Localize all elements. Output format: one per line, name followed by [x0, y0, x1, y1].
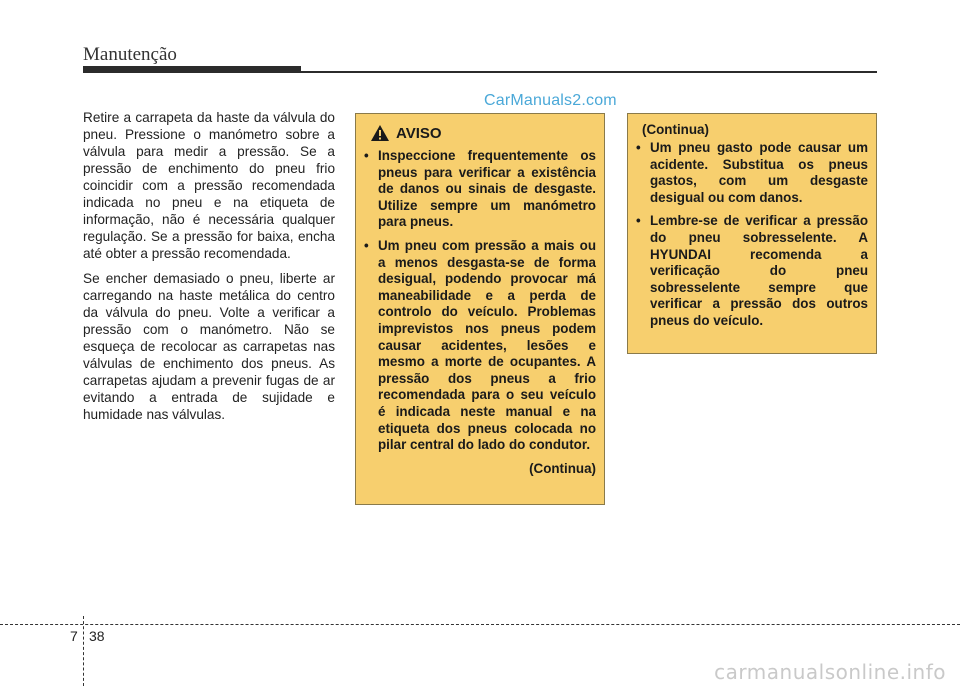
paragraph-overinflation: Se encher demasiado o pneu, liberte ar carregando na haste metálica do centro da válvula do pneu. Volte a verificar a pressão com o manómetro. Não se esqueça de recolocar as carrapetas nas válvulas de enchimento dos pneus. As carrapetas ajudam a prevenir fugas de ar evitando a entrada de sujidade e humidade nas válvulas.	[83, 271, 335, 422]
warning-list-2	[636, 140, 868, 330]
header-rule-thick	[83, 66, 301, 73]
body-text-column	[83, 109, 335, 431]
bullet: •	[636, 213, 641, 229]
continued-label: (Continua)	[529, 460, 596, 476]
warning-list-1	[364, 148, 596, 454]
header-rule-thin	[301, 71, 877, 73]
warning-triangle-icon	[370, 124, 390, 142]
continued-header: (Continua)	[642, 122, 709, 137]
chapter-number: 7	[70, 628, 78, 644]
page-section-title: Manutenção	[83, 44, 177, 65]
warning-item: • Inspeccione frequentemente os pneus para verificar a existência de danos ou sinais de desgaste. Utilize sempre um manómetro para pneus.	[364, 148, 596, 230]
warning-item: • Um pneu com pressão a mais ou a menos desgasta-se de forma desigual, podendo provocar má maneabilidade e a perda de controlo do veículo. Problemas imprevistos nos pneus podem causar acidentes, lesões e mesmo a morte de ocupantes. A pressão dos pneus a frio recomendada para o seu veículo é indicada neste manual e na etiqueta dos pneus colocada no pilar central do lado do condutor.	[364, 237, 596, 453]
warning-title: AVISO	[396, 124, 442, 142]
footer-divider	[83, 616, 84, 686]
bullet: •	[364, 237, 369, 253]
warning-header	[370, 124, 596, 142]
watermark-top: CarManuals2.com	[484, 92, 617, 109]
warning-box-aviso	[355, 113, 605, 505]
page-number: 38	[89, 628, 105, 644]
bullet: •	[636, 140, 641, 155]
warning-box-continued	[627, 113, 877, 354]
warning-item: • Lembre-se de verificar a pressão do pneu sobresselente. A HYUNDAI recomenda a verificação do pneu sobresselente sempre que verificar a pressão dos outros pneus do veículo.	[636, 213, 868, 328]
bullet: •	[364, 148, 369, 163]
warning-item: • Um pneu gasto pode causar um acidente. Substitua os pneus gastos, com um desgaste desigual ou com danos.	[636, 140, 868, 205]
paragraph-checking-pressure: Retire a carrapeta da haste da válvula do pneu. Pressione o manómetro sobre a válvula para medir a pressão. Se a pressão de enchimento do pneu frio coincidir com a pressão recomendada indicada no pneu e na etiqueta de informação, não é necessária qualquer regulação. Se a pressão for baixa, encha até obter a pressão recomendada.	[83, 110, 335, 261]
footer-rule	[0, 624, 960, 625]
watermark-bottom: carmanualsonline.info	[714, 660, 946, 684]
